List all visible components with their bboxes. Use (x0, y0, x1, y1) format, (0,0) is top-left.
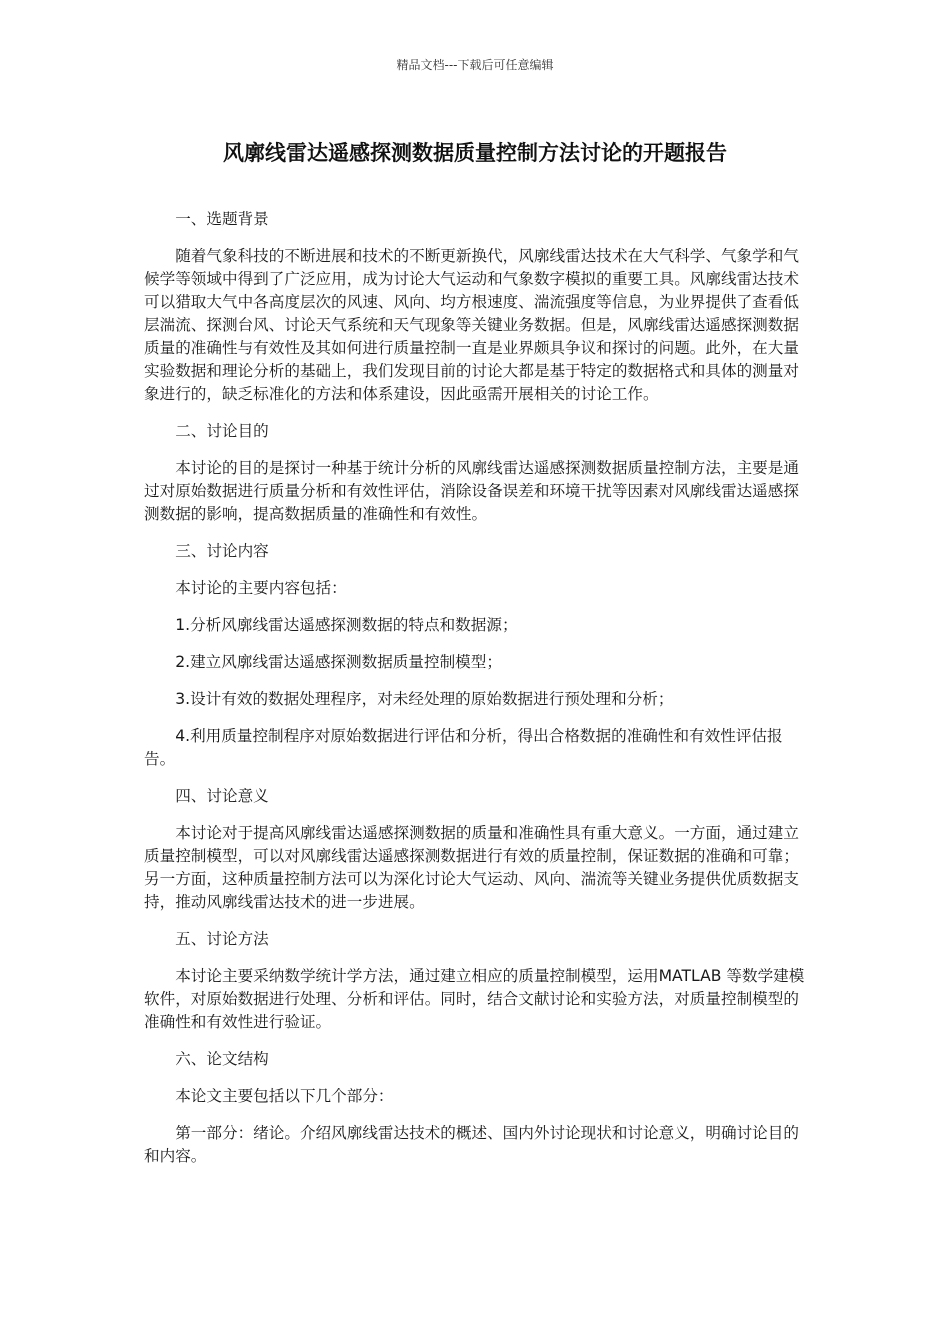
section-heading-method: 五、讨论方法 (175, 930, 269, 948)
content-item-3: 3.设计有效的数据处理程序，对未经处理的原始数据进行预处理和分析； (175, 690, 674, 708)
section-heading-structure: 六、论文结构 (175, 1050, 269, 1068)
purpose-paragraph: 本讨论的目的是探讨一种基于统计分析的风廓线雷达遥感探测数据质量控制方法，主要是通过对原始数据进行质量分析和有效性评估，消除设备误差和环境干扰等因素对风廓线雷达遥感探测数据的影响，提高数据质量的准确性和有效性。 (144, 459, 799, 523)
content-item-2: 2.建立风廓线雷达遥感探测数据质量控制模型； (175, 653, 502, 671)
section-heading-significance: 四、讨论意义 (175, 787, 269, 805)
content-intro: 本讨论的主要内容包括： (175, 579, 347, 597)
section-heading-purpose: 二、讨论目的 (175, 422, 269, 440)
significance-paragraph: 本讨论对于提高风廓线雷达遥感探测数据的质量和准确性具有重大意义。一方面，通过建立质量控制模型，可以对风廓线雷达遥感探测数据进行有效的质量控制，保证数据的准确和可靠；另一方面，这种质量控制方法可以为深化讨论大气运动、风向、湍流等关键业务提供优质数据支持，推动风廓线雷达技术的进一步进展。 (144, 824, 799, 911)
document-title: 风廓线雷达遥感探测数据质量控制方法讨论的开题报告 (223, 141, 727, 165)
method-paragraph: 本讨论主要采纳数学统计学方法，通过建立相应的质量控制模型，运用MATLAB 等数学建模软件，对原始数据进行处理、分析和评估。同时，结合文献讨论和实验方法，对质量控制模型的准确性和有效性进行验证。 (144, 967, 805, 1031)
content-item-4: 4.利用质量控制程序对原始数据进行评估和分析，得出合格数据的准确性和有效性评估报告。 (144, 727, 783, 768)
section-heading-background: 一、选题背景 (175, 210, 269, 228)
document-body (144, 208, 808, 1182)
page-header-watermark: 精品文档---下载后可任意编辑 (396, 58, 554, 72)
structure-intro: 本论文主要包括以下几个部分： (175, 1087, 394, 1105)
content-item-1: 1.分析风廓线雷达遥感探测数据的特点和数据源； (175, 616, 518, 634)
section-heading-content: 三、讨论内容 (175, 542, 269, 560)
background-paragraph: 随着气象科技的不断进展和技术的不断更新换代，风廓线雷达技术在大气科学、气象学和气候学等领域中得到了广泛应用，成为讨论大气运动和气象数字模拟的重要工具。风廓线雷达技术可以猎取大气中各高度层次的风速、风向、均方根速度、湍流强度等信息，为业界提供了查看低层湍流、探测台风、讨论天气系统和天气现象等关键业务数据。但是，风廓线雷达遥感探测数据质量的准确性与有效性及其如何进行质量控制一直是业界颇具争议和探讨的问题。此外，在大量实验数据和理论分析的基础上，我们发现目前的讨论大都是基于特定的数据格式和具体的测量对象进行的，缺乏标准化的方法和体系建设，因此亟需开展相关的讨论工作。 (144, 247, 799, 403)
structure-part-1: 第一部分：绪论。介绍风廓线雷达技术的概述、国内外讨论现状和讨论意义，明确讨论目的和内容。 (144, 1124, 799, 1165)
